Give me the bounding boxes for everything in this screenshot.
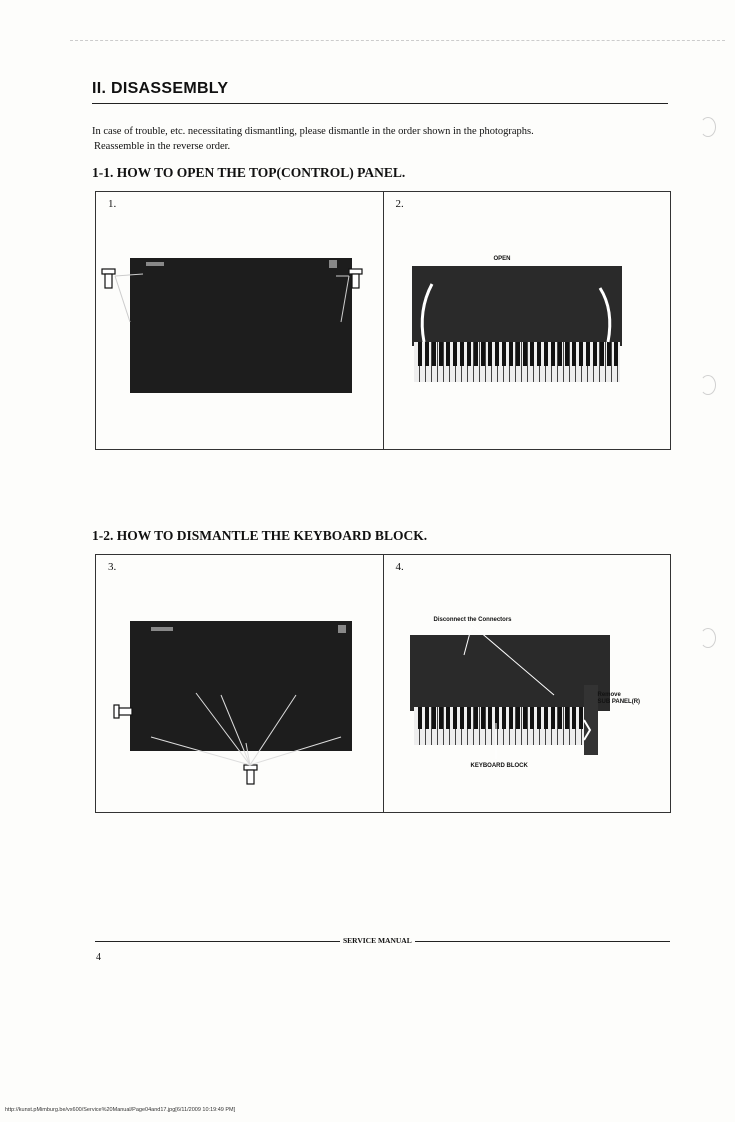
leader-lines [384,555,671,812]
screw-diagram-1 [96,192,383,449]
panel-3 [96,555,383,812]
intro-line-1: In case of trouble, etc. necessitating dismantling, please dismantle in the order shown in the photographs. [92,126,534,137]
source-url: http://kunst.pMimburg.be/vx600/Service%20Manual/Page04and17.jpg[6/11/2009 10:19:49 PM] [5,1107,236,1113]
panel-number: 3. [108,561,117,573]
intro-text [92,124,672,154]
screw-icon [114,705,257,784]
intro-line-2: Reassemble in the reverse order. [94,141,231,152]
punch-hole [700,375,716,395]
caption-open: OPEN [493,256,511,262]
panel-2 [383,192,671,449]
screw-diagram-3 [96,555,383,812]
title-rule [92,103,668,104]
caption-sub-panel: SUB PANEL(R) [597,699,641,705]
caption-keyboard-block: KEYBOARD BLOCK [470,763,528,769]
panel-1 [96,192,383,449]
panel-number: 1. [108,198,117,210]
page-number: 4 [96,952,101,963]
section-title: II. DISASSEMBLY [92,80,229,97]
footer-label: SERVICE MANUAL [340,936,415,945]
section-1-2-heading: 1-2. HOW TO DISMANTLE THE KEYBOARD BLOCK. [92,528,428,543]
scan-top-edge [70,40,725,41]
photo-grid-2 [95,554,671,813]
caption-disconnect: Disconnect the Connectors [433,617,512,623]
arrows [384,192,671,449]
caption-remove: Remove [597,692,621,698]
photo-grid-1 [95,191,671,450]
punch-hole [700,117,716,137]
section-1-1-heading: 1-1. HOW TO OPEN THE TOP(CONTROL) PANEL. [92,165,406,180]
panel-4 [383,555,671,812]
punch-hole [700,628,716,648]
panel-number: 4. [395,561,404,573]
panel-number: 2. [395,198,404,210]
screw-icon [102,269,362,288]
